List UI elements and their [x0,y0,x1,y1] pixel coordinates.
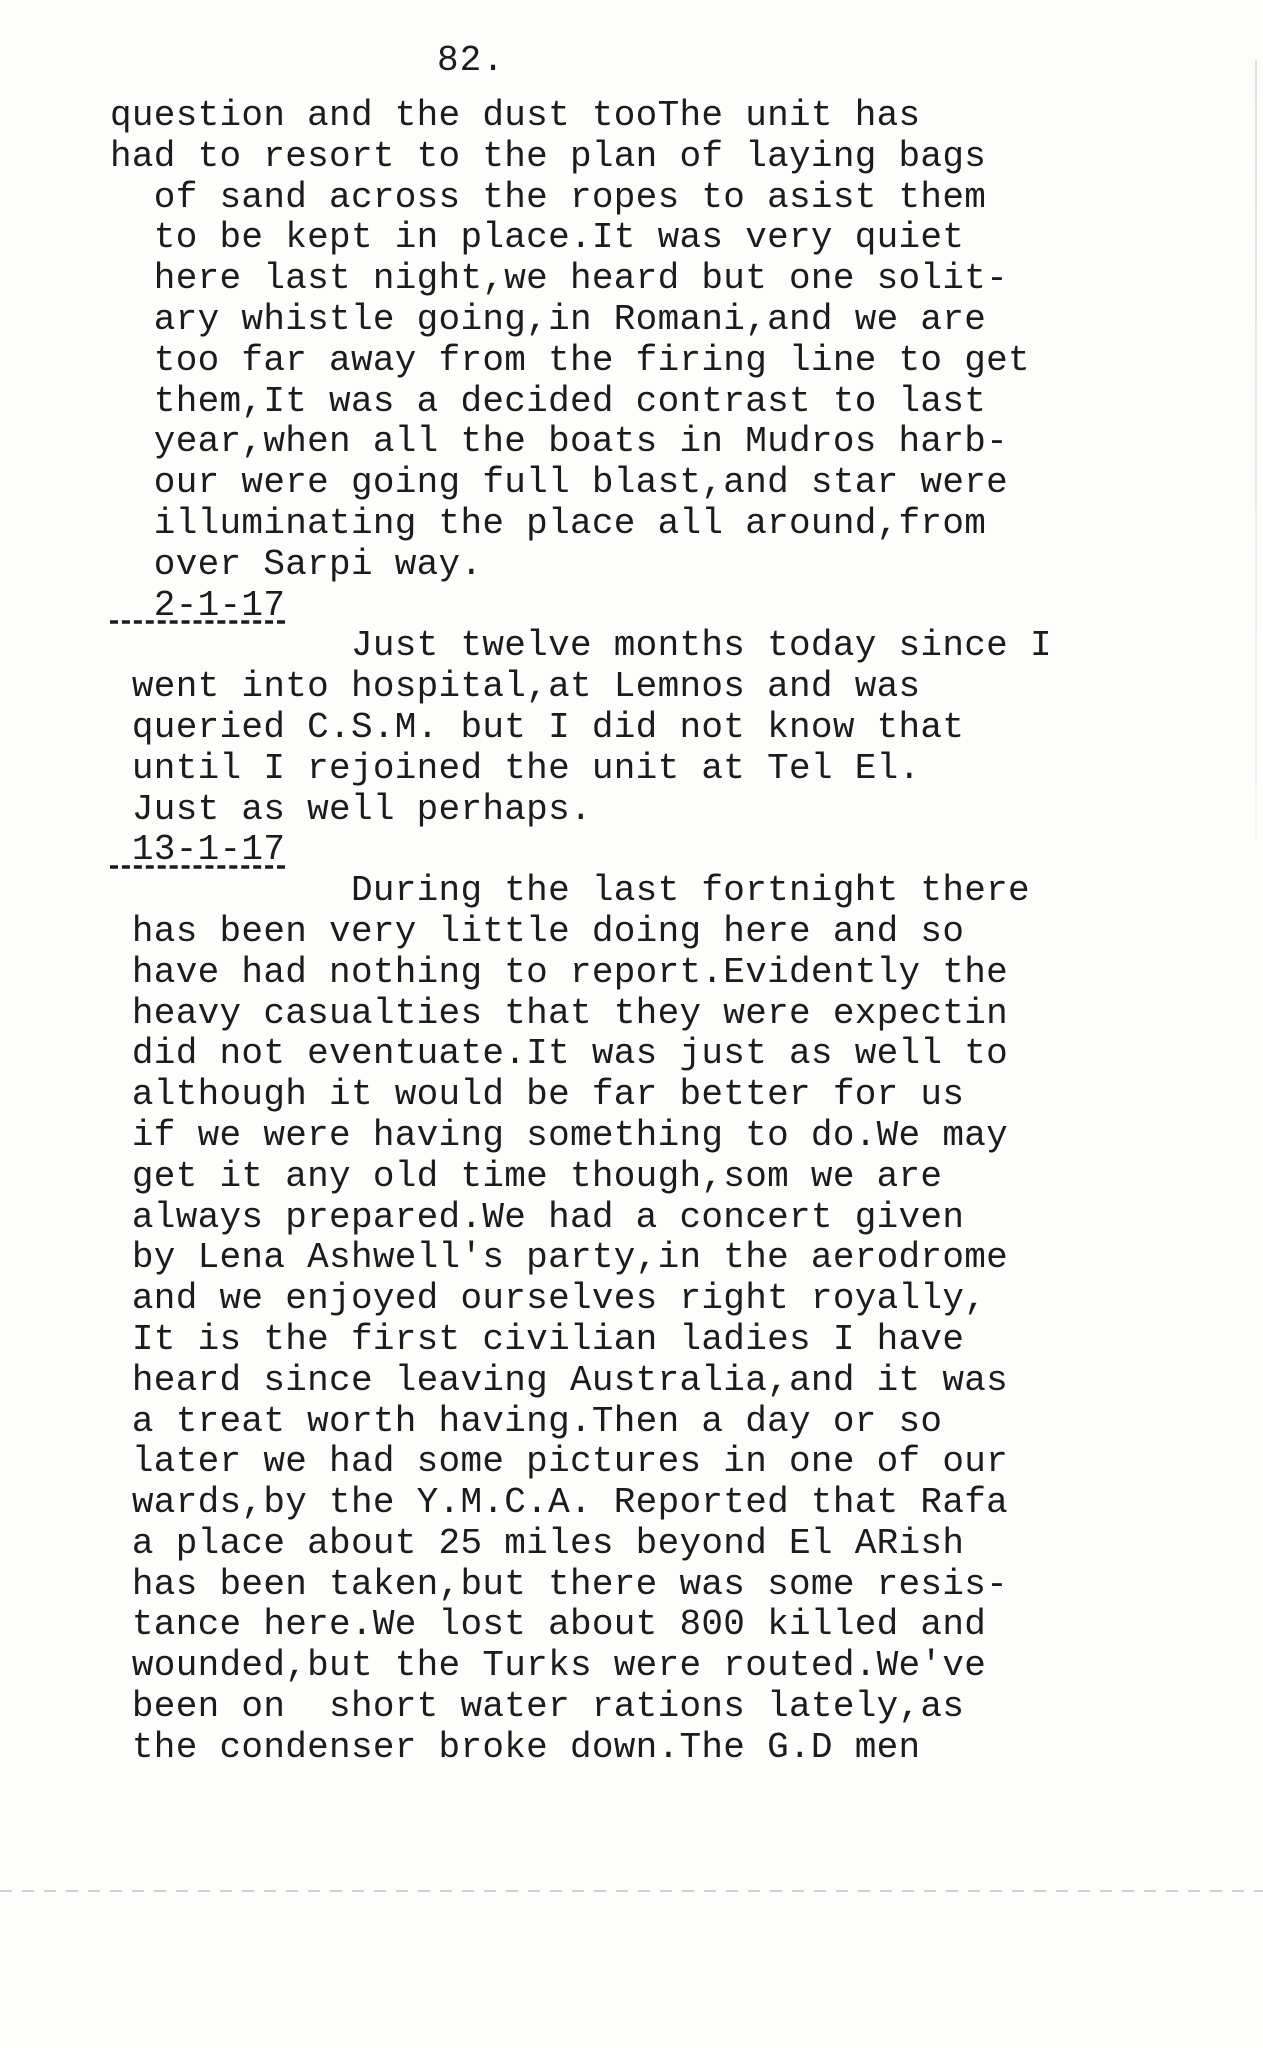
text-line: wounded,but the Turks were routed.We've [110,1645,987,1687]
diary-date: 13-1-17 [110,829,286,871]
text-line: illuminating the place all around,from [110,502,987,544]
text-line: of sand across the ropes to asist them [110,176,987,218]
text-line: until I rejoined the unit at Tel El. [110,747,921,789]
text-line: always prepared.We had a concert given [110,1196,965,1238]
text-line: the condenser broke down.The G.D men [110,1726,921,1768]
scan-edge-mark [1255,60,1257,840]
text-line: During the last fortnight there [110,870,1030,912]
text-line: has been very little doing here and so [110,910,965,952]
text-line: although it would be far better for us [110,1074,965,1116]
text-line: Just as well perhaps. [110,788,592,830]
text-line: to be kept in place.It was very quiet [110,217,965,259]
diary-date: 2-1-17 [110,584,286,626]
text-line: them,It was a decided contrast to last [110,380,987,422]
scan-fold-line [0,1890,1263,1892]
text-line: if we were having something to do.We may [110,1114,1009,1156]
text-line: later we had some pictures in one of our [110,1441,1009,1483]
text-line: It is the first civilian ladies I have [110,1318,965,1360]
text-line: Just twelve months today since I [110,625,1052,667]
text-line: has been taken,but there was some resis- [110,1563,1009,1605]
diary-text [110,96,1150,1769]
text-line: queried C.S.M. but I did not know that [110,706,965,748]
text-line: here last night,we heard but one solit- [110,258,1009,300]
text-line: been on short water rations lately,as [110,1686,965,1728]
text-line: over Sarpi way. [110,543,483,585]
text-line: heavy casualties that they were expectin [110,992,1009,1034]
text-line: a place about 25 miles beyond El ARish [110,1522,965,1564]
text-line: year,when all the boats in Mudros harb- [110,421,1009,463]
text-line: wards,by the Y.M.C.A. Reported that Rafa [110,1482,1009,1524]
text-line: had to resort to the plan of laying bags [110,135,987,177]
text-line: by Lena Ashwell's party,in the aerodrome [110,1237,1009,1279]
text-line: our were going full blast,and star were [110,462,1009,504]
text-line: did not eventuate.It was just as well to [110,1033,1009,1075]
text-line: have had nothing to report.Evidently the [110,951,1009,993]
text-line: went into hospital,at Lemnos and was [110,666,921,708]
text-line: get it any old time though,som we are [110,1155,943,1197]
text-line: too far away from the firing line to get [110,339,1030,381]
text-line: question and the dust tooThe unit has [110,95,921,136]
text-line: a treat worth having.Then a day or so [110,1400,943,1442]
text-line: and we enjoyed ourselves right royally, [110,1278,987,1320]
text-line: tance here.We lost about 800 killed and [110,1604,987,1646]
page-number: 82. [437,40,505,81]
text-line: heard since leaving Australia,and it was [110,1359,1009,1401]
text-line: ary whistle going,in Romani,and we are [110,298,987,340]
